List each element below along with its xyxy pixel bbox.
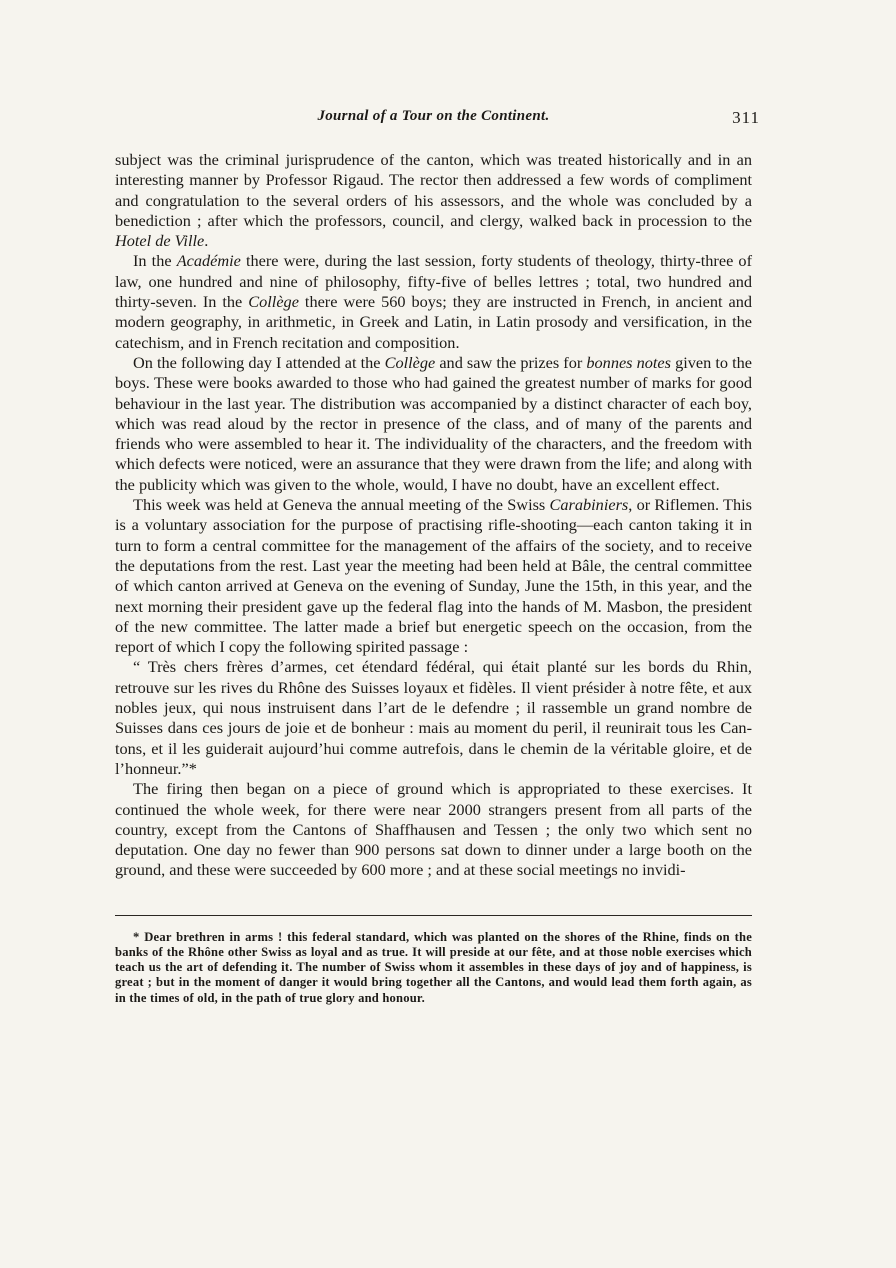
text-run: The firing then began on a piece of ground which is appropriated to these exercises. It continued the whole week, for there were near 2000 strangers present from all parts of the country, except from the Cantons of Shaffhausen and Tessen ; the only two which sent no deputation. One day no fewer than 900 persons sat down to dinner under a large booth on the ground, and these were succeeded by 600 more ; and at these social meetings no invidi-: [115, 779, 752, 880]
footnote-text: [115, 930, 752, 1006]
running-title: Journal of a Tour on the Continent.: [317, 108, 550, 124]
page-header: [115, 108, 760, 132]
text-run: This week was held at Geneva the annual meeting of the Swiss: [133, 495, 550, 515]
footnote: [115, 930, 752, 1006]
footnote-divider: [115, 915, 752, 916]
text-run: In the: [133, 251, 177, 271]
text-run: .: [204, 231, 209, 251]
paragraph: [115, 353, 752, 495]
book-page: [115, 108, 760, 1006]
text-run: On the following day I attended at the: [133, 352, 385, 372]
footnote-body: Dear brethren in arms ! this federal standard, which was planted on the shores of the Rhine, finds on the banks of the Rhône other Swiss as loyal and as true. It will preside at our fête, and at those noble exercises which teach us the art of defending it. The number of Swiss whom it assembles in these days of joy and of happiness, is great ; but in the moment of danger it would bring together all the Cantons, and would lead them forth again, as in the times of old, in the path of true glory and honour.: [115, 929, 752, 1005]
text-run: given to the boys. These were books awarded to those who had gained the greatest number of marks for good behaviour in the last year. The distribution was accompanied by a distinct character of each boy, which was read aloud by the rector in presence of the class, and of many of the parents and friends who were assembled to hear it. The individuality of the characters, and the freedom with which defects were noticed, were an assurance that they were drawn from the life; and along with the publicity which was given to the whole, would, I have no doubt, have an excellent effect.: [115, 352, 752, 494]
text-run: “ Très chers frères d’armes, cet étendard fédéral, qui était planté sur les bords du Rhin, retrouve sur les rives du Rhône des Suisses loyaux et fidèles. Il vient présider à notre fête, et aux nobles jeux, qui nous instruisent dans l’art de le defendre ; il rassemble un grand nombre de Suisses dans ces jours de joie et de bonheur : mais au moment du peril, il reunirait tous les Cantons, et il les guiderait aujourd’hui comme autrefois, dans le chemin de la véritable gloire, et de l’honneur.”*: [115, 657, 752, 778]
body-text: [115, 150, 752, 881]
paragraph: [115, 657, 752, 779]
text-run: there were, during the last session, forty students of theology, thirty-three of law, one hundred and nine of philosophy, fifty-five of belles lettres ; total, two hundred and thirty-seven. In the: [115, 251, 752, 312]
italic-text: Académie: [176, 251, 241, 271]
italic-text: Carabiniers: [549, 495, 629, 515]
paragraph: [115, 779, 752, 880]
paragraph: [115, 495, 752, 657]
text-run: there were 560 boys; they are instructed in French, in ancient and modern geography, in arithmetic, in Greek and Latin, in Latin prosody and versification, in the catechism, and in French recitation and composition.: [115, 292, 752, 352]
text-run: , or Riflemen. This is a voluntary association for the purpose of practising rifle-shooting—each canton taking it in turn to form a central committee for the management of the affairs of the society, and to receive the deputations from the rest. Last year the meeting had been held at Bâle, the central committee of which canton arrived at Geneva on the evening of Sunday, June the 15th, in this year, and the next morning their president gave up the federal flag into the hands of M. Masbon, the president of the new committee. The latter made a brief but energetic speech on the occasion, from the report of which I copy the following spirited passage :: [115, 495, 752, 657]
footnote-mark: *: [133, 929, 140, 944]
paragraph: [115, 150, 752, 251]
italic-text: Collège: [248, 292, 299, 312]
paragraph: [115, 251, 752, 352]
italic-text: bonnes notes: [586, 352, 671, 372]
text-run: and saw the prizes for: [435, 352, 587, 372]
page-number: 311: [732, 108, 760, 127]
text-run: subject was the criminal jurisprudence of the canton, which was treated historically and in an interesting manner by Professor Rigaud. The rector then addressed a few words of compliment and congratulation to the several orders of his assessors, and the whole was concluded by a benediction ; after which the professors, council, and clergy, walked back in procession to the: [115, 150, 752, 230]
italic-text: Collège: [384, 352, 436, 372]
italic-text: Hotel de Ville: [115, 231, 205, 251]
